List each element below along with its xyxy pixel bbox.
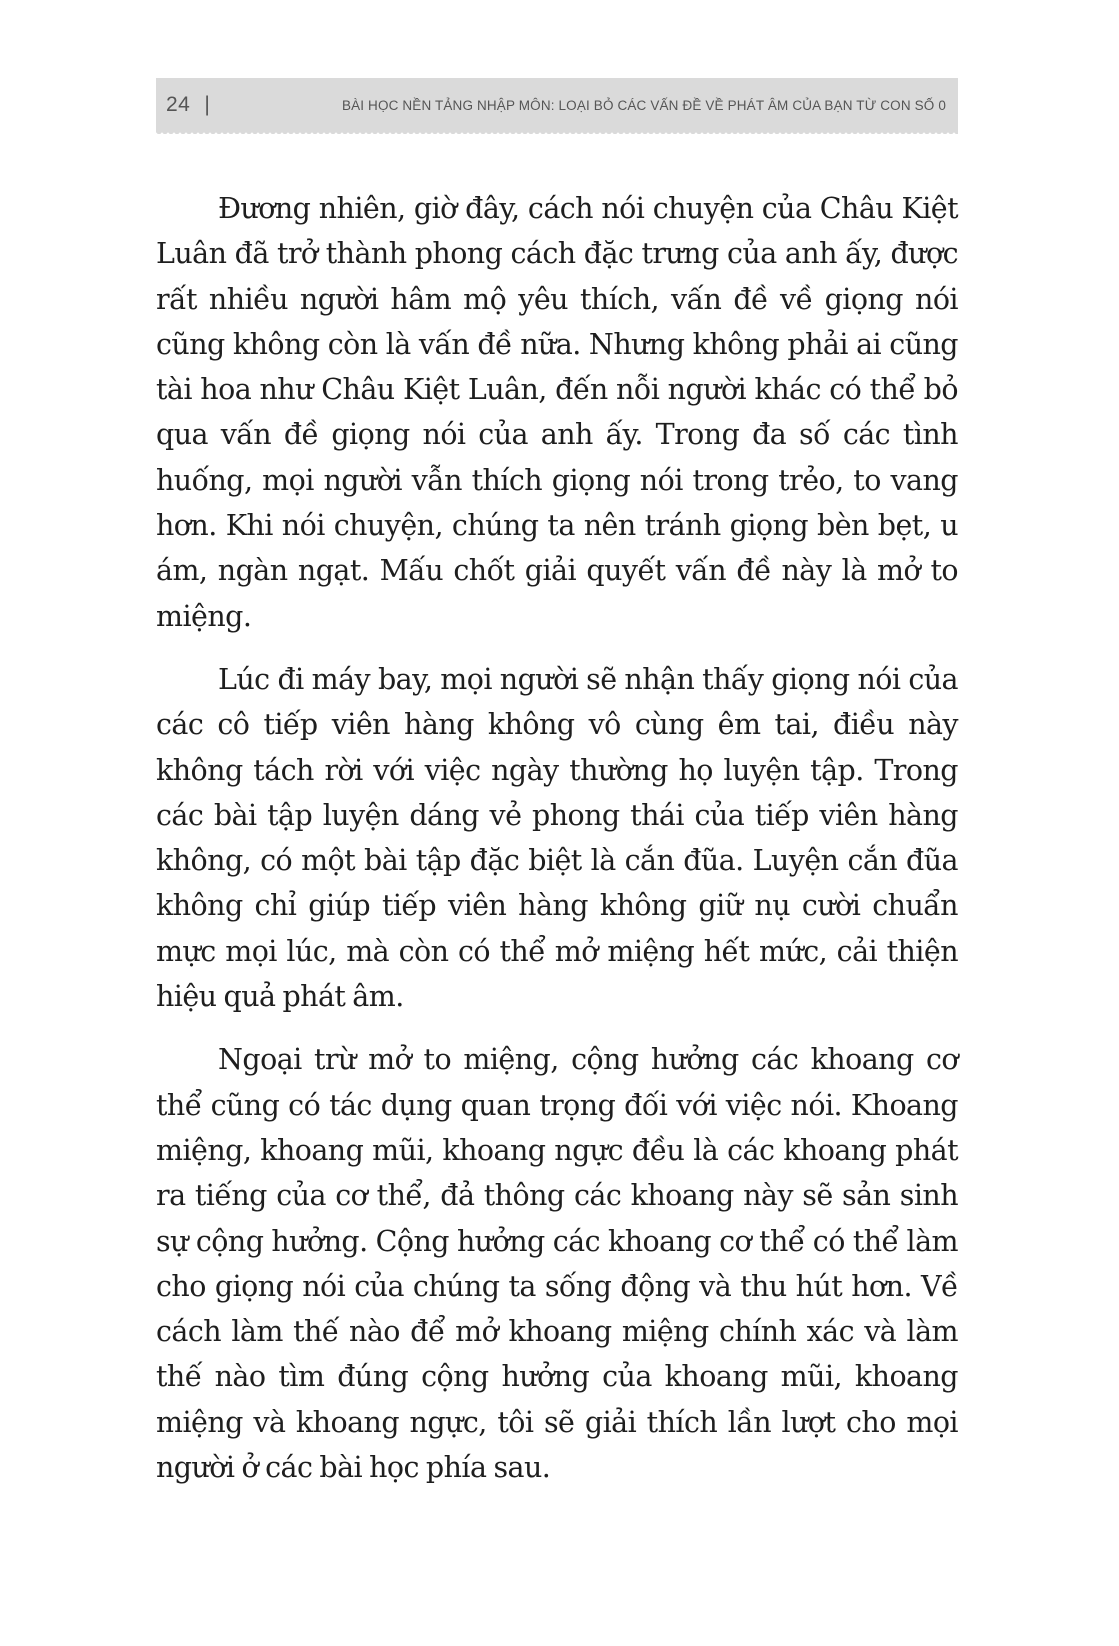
page-number: 24 [166,93,191,116]
body-text [156,186,958,1508]
running-header [156,78,958,132]
paragraph-1: Đương nhiên, giờ đây, cách nói chuyện của Châu Kiệt Luân đã trở thành phong cách đặc trưng của anh ấy, được rất nhiều người hâm mộ yêu thích, vấn đề về giọng nói cũng không còn là vấn đề nữa. Nhưng không phải ai cũng tài hoa như Châu Kiệt Luân, đến nỗi người khác có thể bỏ qua vấn đề giọng nói của anh ấy. Trong đa số các tình huống, mọi người vẫn thích giọng nói trong trẻo, to vang hơn. Khi nói chuyện, chúng ta nên tránh giọng bèn bẹt, u ám, ngàn ngạt. Mấu chốt giải quyết vấn đề này là mở to miệng. [156,192,958,633]
paragraph-2: Lúc đi máy bay, mọi người sẽ nhận thấy giọng nói của các cô tiếp viên hàng không vô cùng êm tai, điều này không tách rời với việc ngày thường họ luyện tập. Trong các bài tập luyện dáng vẻ phong thái của tiếp viên hàng không, có một bài tập đặc biệt là cắn đũa. Luyện cắn đũa không chỉ giúp tiếp viên hàng không giữ nụ cười chuẩn mực mọi lúc, mà còn có thể mở miệng hết mức, cải thiện hiệu quả phát âm. [156,662,958,1014]
header-separator: | [204,93,210,116]
paragraph-3: Ngoại trừ mở to miệng, cộng hưởng các khoang cơ thể cũng có tác dụng quan trọng đối với việc nói. Khoang miệng, khoang mũi, khoang ngực đều là các khoang phát ra tiếng của cơ thể, đả thông các khoang này sẽ sản sinh sự cộng hưởng. Cộng hưởng các khoang cơ thể có thể làm cho giọng nói của chúng ta sống động và thu hút hơn. Về cách làm thế nào để mở khoang miệng chính xác và làm thế nào tìm đúng cộng hưởng của khoang mũi, khoang miệng và khoang ngực, tôi sẽ giải thích lần lượt cho mọi người ở các bài học phía sau. [156,1043,958,1485]
chapter-title: BÀI HỌC NỀN TẢNG NHẬP MÔN: LOẠI BỎ CÁC VẤN ĐỀ VỀ PHÁT ÂM CỦA BẠN TỪ CON SỐ 0 [341,97,946,113]
